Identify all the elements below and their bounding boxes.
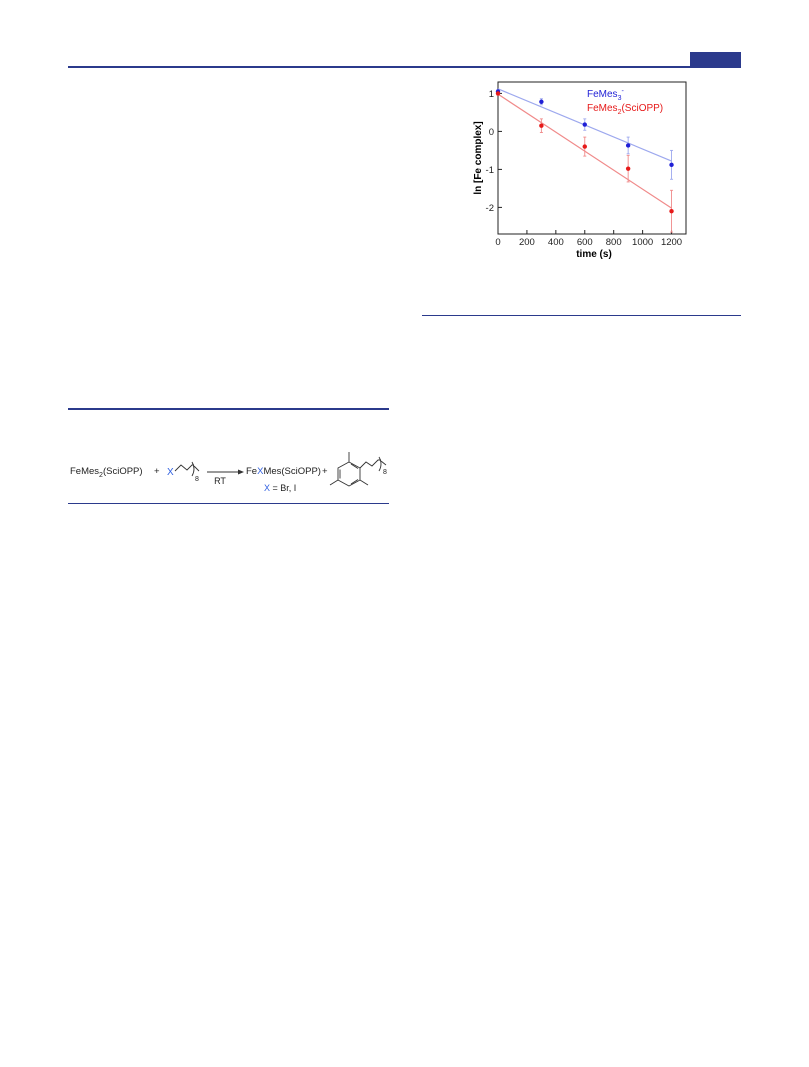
mesityl-alkyl-structure xyxy=(330,452,386,486)
scheme-plus-2: + xyxy=(322,466,328,477)
chain-repeat-bracket xyxy=(192,462,194,476)
data-point-blue xyxy=(626,143,630,147)
data-point-red xyxy=(669,209,673,213)
header-rule xyxy=(68,66,741,68)
data-point-blue xyxy=(539,100,543,104)
y-tick-label: 1 xyxy=(488,88,494,100)
data-point-blue xyxy=(583,122,587,126)
reaction-condition: RT xyxy=(214,476,226,486)
data-point-red xyxy=(626,166,630,170)
x-tick-label: 1000 xyxy=(632,237,654,248)
x-tick-label: 400 xyxy=(547,237,564,248)
reaction-arrowhead xyxy=(238,470,244,475)
chain-count-label: 8 xyxy=(195,476,199,483)
legend-entry-femes3: FeMes$_3$- xyxy=(587,88,624,102)
scheme-halide-x: X xyxy=(167,467,174,478)
x-tick-label: 0 xyxy=(495,237,501,248)
scheme-product: FeXMes(SciOPP) xyxy=(246,466,321,477)
data-point-red xyxy=(539,124,543,128)
alkyl-chain-bonds xyxy=(175,465,194,471)
alkyl-chain-end xyxy=(194,466,199,471)
x-tick-label: 600 xyxy=(576,237,593,248)
legend xyxy=(587,88,663,116)
data-point-red xyxy=(583,144,587,148)
scheme-reactant: FeMes$_2$(SciOPP) xyxy=(70,466,143,479)
kinetics-chart xyxy=(470,74,690,266)
scheme-top-rule xyxy=(68,408,389,410)
y-tick-label: 0 xyxy=(488,126,494,138)
x-definition: X = Br, I xyxy=(264,483,297,493)
scheme-bottom-rule xyxy=(68,503,389,504)
y-tick-label: -1 xyxy=(485,164,494,176)
y-axis-label: ln [Fe complex] xyxy=(473,121,484,195)
x-tick-label: 1200 xyxy=(660,237,683,248)
data-point-red xyxy=(496,91,500,95)
reaction-scheme xyxy=(68,440,393,498)
scheme-plus-1: + xyxy=(154,466,160,477)
x-tick-label: 200 xyxy=(518,237,535,248)
x-axis-label: time (s) xyxy=(576,249,612,260)
product-chain-count-label: 8 xyxy=(383,469,387,476)
right-column-rule xyxy=(422,315,741,316)
data-point-blue xyxy=(669,163,673,167)
x-tick-label: 800 xyxy=(605,237,622,248)
y-tick-label: -2 xyxy=(485,202,494,214)
legend-entry-femes2-sciopp: FeMes$_2$(SciOPP) xyxy=(587,103,664,116)
